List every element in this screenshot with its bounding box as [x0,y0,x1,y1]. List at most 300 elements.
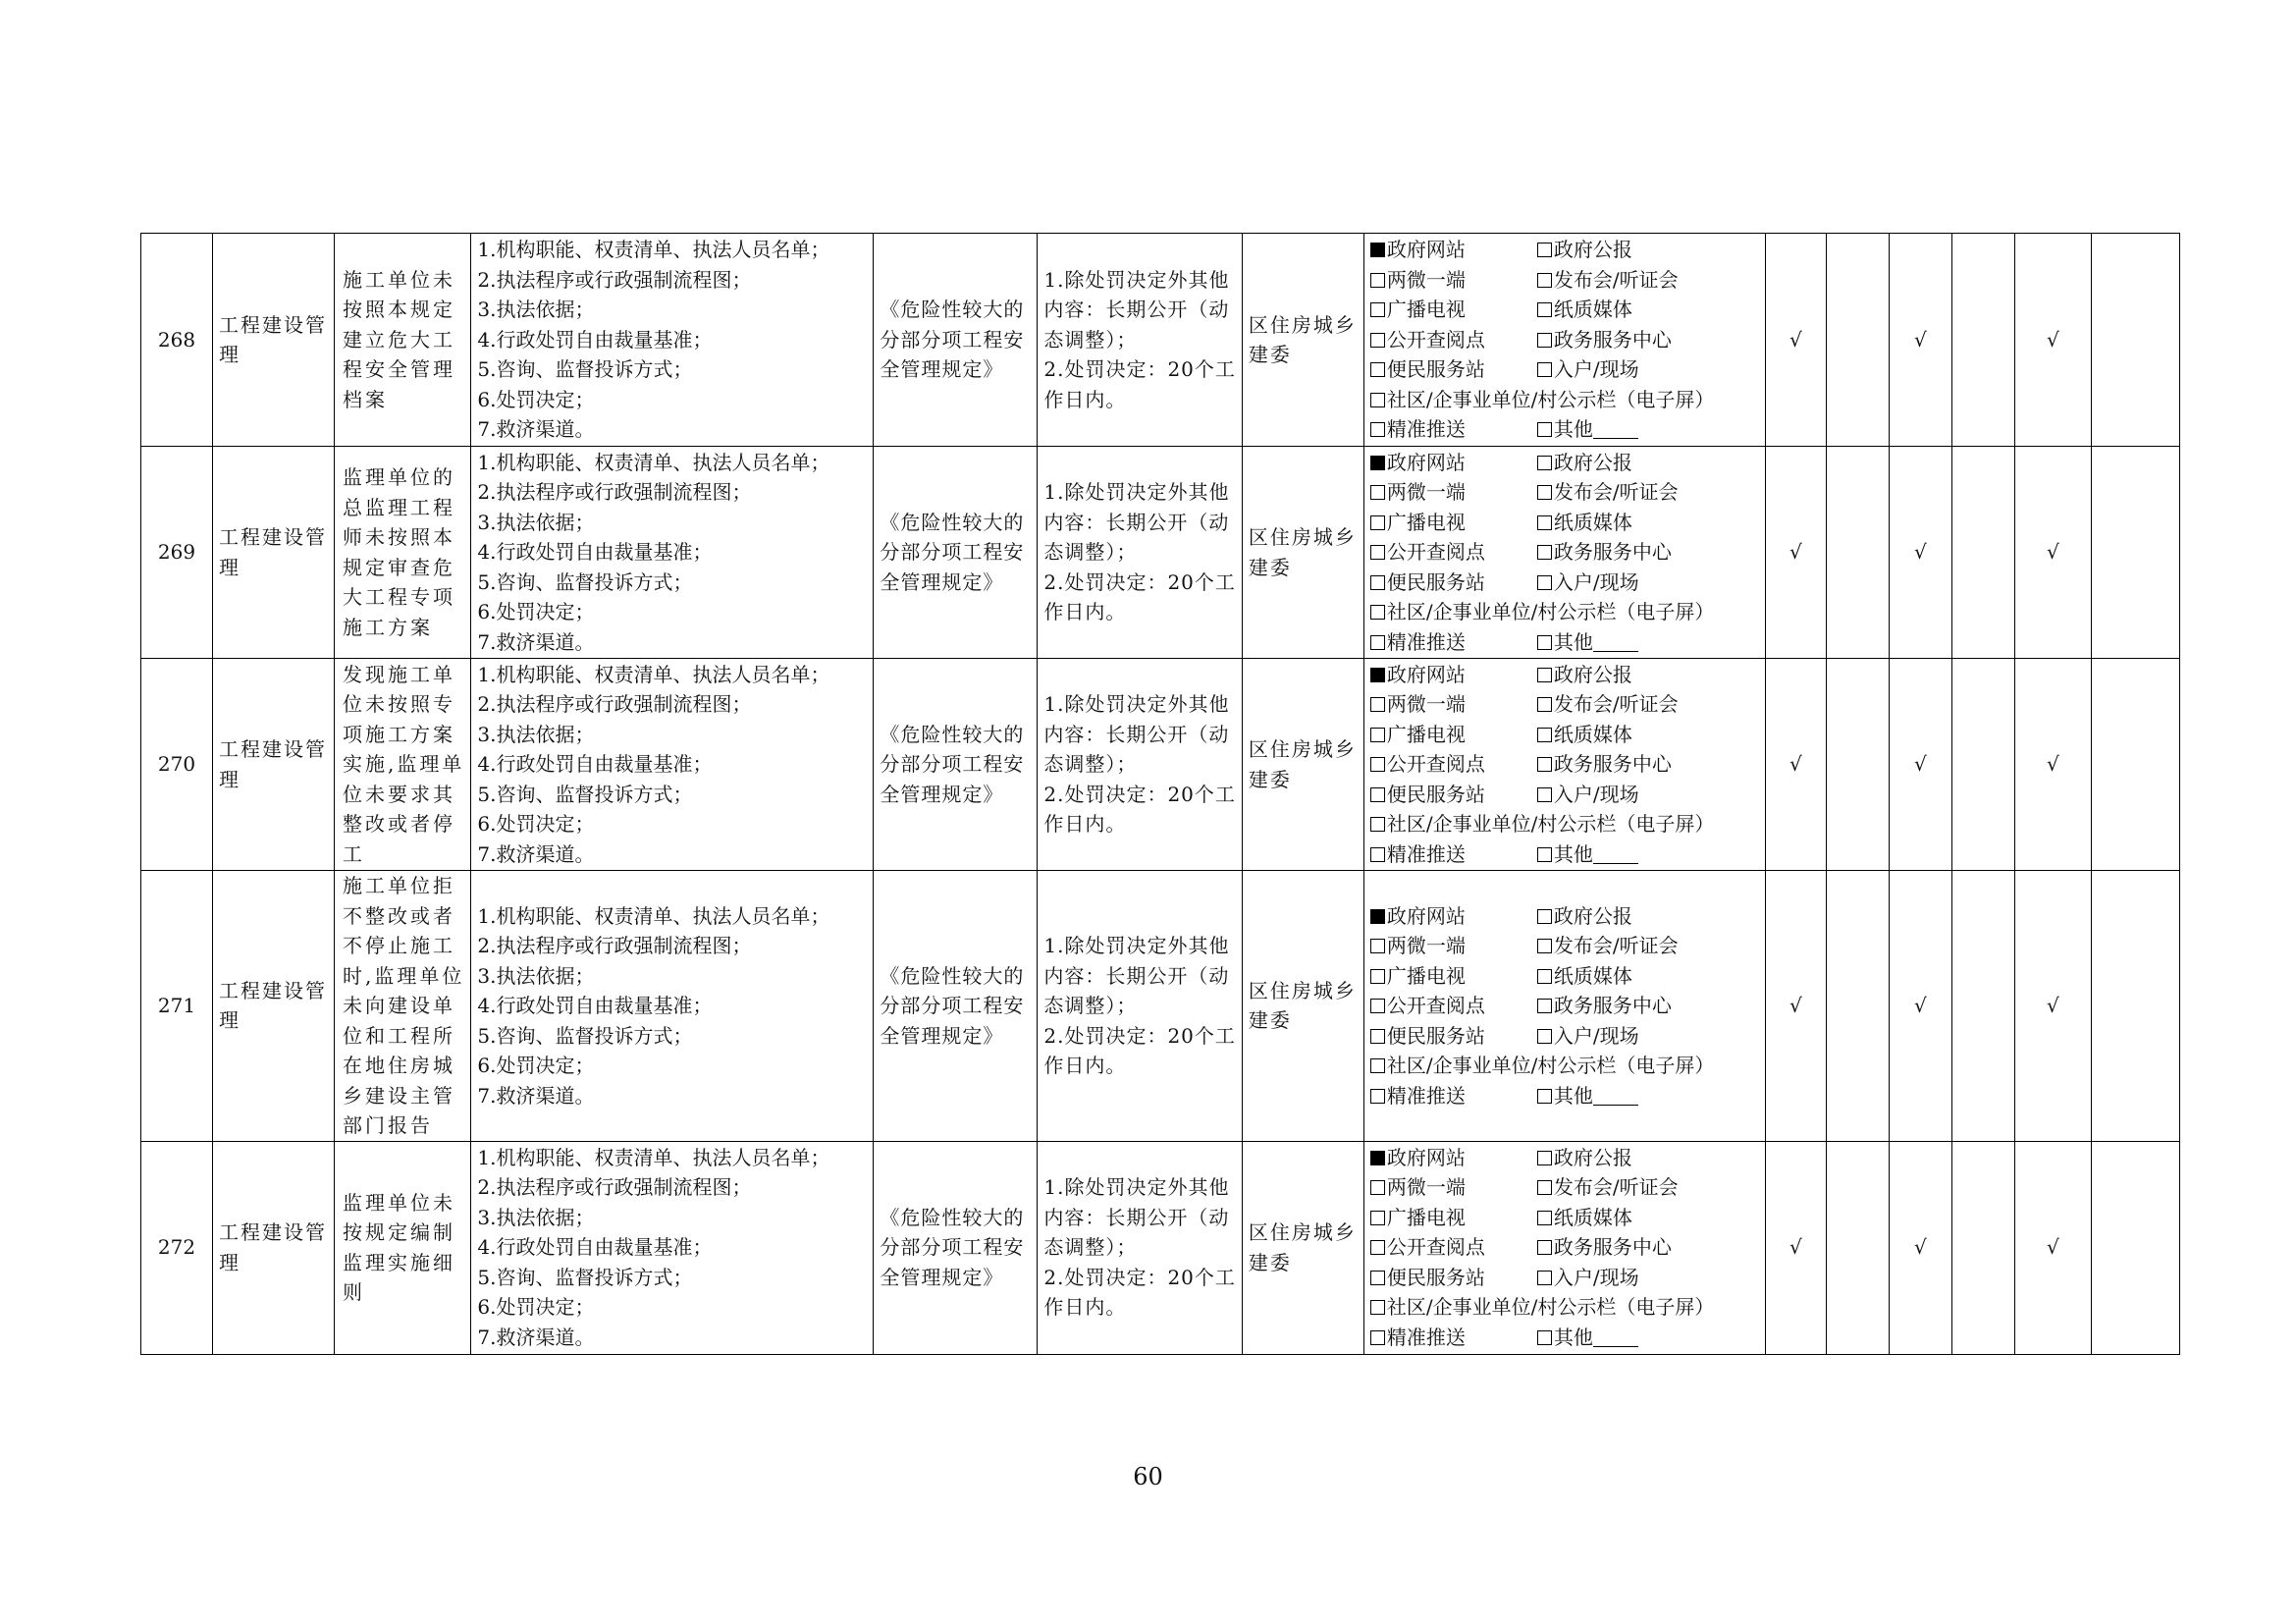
channels-cell [1363,659,1765,871]
channel-row [1370,537,1759,568]
channel-option [1370,663,1466,686]
check-mark: √ [2014,1141,2091,1354]
channel-label: 政府公报 [1553,238,1632,262]
channel-option [1370,298,1466,321]
check-mark: √ [1765,234,1826,447]
item-text-line: 按照本规定 [343,298,455,322]
channel-label: 政府公报 [1553,1145,1632,1169]
empty-cell [1951,871,2014,1142]
channel-label: 广播电视 [1386,298,1466,322]
channel-option [1537,1206,1632,1229]
disclosure-content-cell [471,1141,874,1354]
content-line: 3.执法依据； [477,510,595,534]
channel-row [1370,1263,1759,1293]
period-text-line: 1.除处罚决定外其他 [1043,934,1230,957]
channel-label: 政务服务中心 [1553,1235,1672,1260]
channel-label: 两微一端 [1386,480,1466,505]
department-text-line: 区住房城乡 [1248,1220,1357,1244]
category-cell [213,871,335,1142]
category-cell [213,1141,335,1354]
content-line: 4.行政处罚自由裁量基准； [477,752,713,777]
item-text-line: 则 [343,1280,365,1304]
channel-label: 政府公报 [1553,662,1632,686]
channel-label: 两微一端 [1386,692,1466,717]
period-text-line: 2.处罚决定：20个工 [1043,1265,1236,1289]
channel-label: 政务服务中心 [1553,540,1672,565]
department-text-line: 建委 [1248,767,1292,791]
channel-row [1370,1143,1759,1173]
table-row [141,447,2180,659]
channel-option [1537,417,1638,441]
period-cell [1038,447,1243,659]
channel-option [1537,357,1639,381]
period-text-line: 态调整）； [1043,327,1138,352]
channel-label: 公开查阅点 [1386,540,1485,565]
channel-label: 其他 [1553,1325,1593,1349]
item-text-line: 在地住房城 [343,1054,455,1077]
category-text: 工程建设管理 [219,312,327,366]
channel-label: 纸质媒体 [1553,298,1632,322]
channel-label: 发布会/听证会 [1553,1175,1679,1200]
item-text-line: 不停止施工 [343,934,455,957]
content-line: 1.机构职能、权责清单、执法人员名单； [477,1145,830,1169]
category-text: 工程建设管理 [219,1220,327,1274]
checkbox-icon [1537,668,1552,682]
channel-label: 政府网站 [1386,903,1466,928]
department-text-line: 区住房城乡 [1248,312,1357,337]
period-cell [1038,659,1243,871]
checkbox-icon [1537,545,1552,560]
basis-text-line: 全管理规定》 [880,782,1004,806]
channel-label: 政务服务中心 [1553,994,1672,1017]
checkbox-icon [1537,757,1552,772]
fill-in-blank [1593,1087,1638,1106]
channel-row [1370,1323,1759,1353]
channel-row [1370,1081,1759,1111]
channels-cell [1363,871,1765,1142]
item-text-line: 位未按照专 [343,692,455,717]
empty-cell [1951,1141,2014,1354]
channel-label: 便民服务站 [1386,569,1485,594]
channel-option [1537,1146,1632,1169]
channel-option [1537,480,1679,504]
channel-label: 其他 [1553,841,1593,866]
basis-text-line: 《危险性较大的 [880,722,1025,746]
empty-cell [1826,659,1889,871]
department-text-line: 建委 [1248,555,1292,579]
channel-row [1370,568,1759,598]
empty-cell [2091,659,2179,871]
category-text: 工程建设管理 [219,737,327,791]
channel-label: 入户/现场 [1553,1023,1639,1048]
fill-in-blank [1593,633,1638,652]
channel-label: 精准推送 [1386,417,1466,442]
fill-in-blank [1593,1328,1638,1347]
period-text-line: 态调整）； [1043,752,1138,777]
channel-row [1370,265,1759,296]
check-mark: √ [1889,234,1951,447]
content-line: 5.咨询、监督投诉方式； [477,357,693,382]
check-mark: √ [2014,234,2091,447]
checkbox-icon [1370,545,1385,560]
channel-option [1370,357,1485,381]
page-number: 60 [1133,1463,1163,1490]
empty-cell [2091,234,2179,447]
basis-text-line: 《危险性较大的 [880,1205,1025,1229]
checkbox-icon [1370,273,1385,288]
disclosure-item-cell [335,871,471,1142]
channel-row [1370,901,1759,932]
item-text-line: 建立危大工 [343,327,455,352]
checkbox-icon [1537,939,1552,953]
content-line: 1.机构职能、权责清单、执法人员名单； [477,238,830,262]
checkbox-icon [1370,393,1385,407]
checkbox-icon [1370,302,1385,317]
channel-option [1370,570,1485,594]
row-number: 269 [141,447,213,659]
check-mark: √ [1765,659,1826,871]
content-line: 2.执法程序或行政强制流程图； [477,692,752,717]
channel-option [1537,1266,1639,1289]
channel-row [1370,448,1759,478]
content-line: 4.行政处罚自由裁量基准； [477,994,713,1017]
channel-label: 纸质媒体 [1553,510,1632,534]
channel-label: 入户/现场 [1553,782,1639,806]
period-text-line: 2.处罚决定：20个工 [1043,1023,1236,1048]
item-text-line: 实施,监理单 [343,752,465,777]
channel-label: 政府网站 [1386,238,1466,262]
checkbox-icon [1370,757,1385,772]
item-text-line: 总监理工程 [343,495,455,519]
channel-option [1370,752,1485,776]
checkbox-icon [1537,1211,1552,1225]
content-line: 1.机构职能、权责清单、执法人员名单； [477,903,830,928]
channel-option [1370,388,1714,411]
checkbox-icon [1370,635,1385,650]
category-cell [213,659,335,871]
item-text-line: 不整改或者 [343,903,455,928]
period-text-line: 2.处罚决定：20个工 [1043,569,1236,594]
empty-cell [2091,1141,2179,1354]
item-text-line: 大工程专项 [343,585,455,609]
department-cell [1242,659,1363,871]
content-line: 5.咨询、监督投诉方式； [477,1265,693,1289]
content-line: 4.行政处罚自由裁量基准； [477,327,713,352]
channel-option [1537,842,1638,866]
department-text-line: 区住房城乡 [1248,737,1357,761]
basis-text-line: 分部分项工程安 [880,540,1025,565]
content-line: 7.救济渠道。 [477,417,595,442]
period-text-line: 1.除处罚决定外其他 [1043,267,1230,292]
category-cell [213,234,335,447]
channel-row [1370,295,1759,325]
check-mark: √ [2014,871,2091,1142]
period-text-line: 作日内。 [1043,1054,1127,1077]
channel-label: 精准推送 [1386,629,1466,654]
item-text-line: 监理单位的 [343,465,455,489]
period-text-line: 作日内。 [1043,812,1127,837]
channel-label: 纸质媒体 [1553,1205,1632,1229]
checkbox-icon [1537,635,1552,650]
checkbox-icon [1537,1089,1552,1104]
channel-option [1537,511,1632,534]
checkbox-icon [1370,1300,1385,1315]
checkbox-icon [1537,847,1552,862]
channel-label: 广播电视 [1386,510,1466,534]
checked-box-icon [1370,456,1385,470]
department-cell [1242,1141,1363,1354]
checkbox-icon [1537,515,1552,530]
department-text-line: 建委 [1248,1250,1292,1274]
channel-label: 发布会/听证会 [1553,480,1679,505]
period-text-line: 态调整）； [1043,1235,1138,1260]
channel-label: 便民服务站 [1386,357,1485,382]
checkbox-icon [1370,1271,1385,1285]
item-text-line: 位未要求其 [343,782,455,806]
channel-label: 入户/现场 [1553,357,1639,382]
checkbox-icon [1370,1240,1385,1255]
checkbox-icon [1370,515,1385,530]
item-text-line: 施工单位拒 [343,874,455,897]
channel-label: 发布会/听证会 [1553,692,1679,717]
channel-row [1370,1021,1759,1052]
basis-cell [874,1141,1038,1354]
item-text-line: 施工单位未 [343,267,455,292]
channel-label: 公开查阅点 [1386,327,1485,352]
checkbox-icon [1370,1211,1385,1225]
channel-label: 政府网站 [1386,1145,1466,1169]
item-text-line: 档案 [343,387,388,411]
check-mark: √ [1889,447,1951,659]
period-text-line: 内容：长期公开（动 [1043,963,1230,988]
basis-cell [874,659,1038,871]
channel-option [1370,1084,1466,1108]
channel-label: 社区/企事业单位/村公示栏（电子屏） [1386,812,1715,837]
period-cell [1038,234,1243,447]
content-line: 6.处罚决定； [477,1295,595,1320]
channel-option [1370,238,1466,261]
basis-text-line: 全管理规定》 [880,569,1004,594]
checkbox-icon [1370,697,1385,712]
checkbox-icon [1370,1089,1385,1104]
checkbox-icon [1370,969,1385,984]
channel-label: 发布会/听证会 [1553,934,1679,957]
content-line: 7.救济渠道。 [477,629,595,654]
channel-row [1370,1232,1759,1263]
channel-label: 精准推送 [1386,1325,1466,1349]
checkbox-icon [1370,1180,1385,1195]
period-text-line: 1.除处罚决定外其他 [1043,480,1230,505]
channel-row [1370,477,1759,508]
item-text-line: 工 [343,841,365,866]
period-text-line: 2.处罚决定：20个工 [1043,357,1236,382]
channel-option [1370,1024,1485,1048]
disclosure-content-cell [471,659,874,871]
channel-option [1370,540,1485,564]
channel-row [1370,991,1759,1021]
check-mark: √ [1889,871,1951,1142]
channel-option [1537,328,1672,352]
channel-option [1370,1266,1485,1289]
row-number: 268 [141,234,213,447]
item-text-line: 按规定编制 [343,1220,455,1244]
period-text-line: 2.处罚决定：20个工 [1043,782,1236,806]
period-text-line: 内容：长期公开（动 [1043,1205,1230,1229]
table-row [141,1141,2180,1354]
content-line: 2.执法程序或行政强制流程图； [477,1175,752,1200]
channel-option [1537,451,1632,474]
checkbox-icon [1537,456,1552,470]
disclosure-item-cell [335,659,471,871]
channel-option [1370,1206,1466,1229]
channel-option [1537,934,1679,957]
channels-cell [1363,234,1765,447]
channel-label: 两微一端 [1386,267,1466,292]
checkbox-icon [1370,847,1385,862]
channel-row [1370,720,1759,750]
row-number: 272 [141,1141,213,1354]
checkbox-icon [1537,1029,1552,1044]
channel-option [1537,540,1672,564]
content-line: 5.咨询、监督投诉方式； [477,1023,693,1048]
check-mark: √ [1889,659,1951,871]
item-text-line: 规定审查危 [343,555,455,579]
basis-cell [874,447,1038,659]
channel-label: 社区/企事业单位/村公示栏（电子屏） [1386,387,1715,411]
item-text-line: 监理单位未 [343,1190,455,1215]
channel-option [1370,451,1466,474]
checked-box-icon [1370,668,1385,682]
check-mark: √ [1765,871,1826,1142]
checkbox-icon [1537,302,1552,317]
check-mark: √ [1765,447,1826,659]
channel-label: 公开查阅点 [1386,1235,1485,1260]
channel-row [1370,749,1759,780]
period-text-line: 作日内。 [1043,1295,1127,1320]
department-text-line: 区住房城乡 [1248,525,1357,549]
channel-row [1370,1172,1759,1203]
channel-option [1537,783,1639,806]
checkbox-icon [1370,1058,1385,1073]
channel-label: 精准推送 [1386,1083,1466,1108]
channel-option [1537,238,1632,261]
item-text-line: 整改或者停 [343,812,455,837]
checkbox-icon [1370,1330,1385,1345]
content-line: 7.救济渠道。 [477,841,595,866]
period-text-line: 态调整）； [1043,994,1138,1017]
empty-cell [1826,871,1889,1142]
channel-option [1537,630,1638,654]
channel-row [1370,1203,1759,1233]
channel-label: 广播电视 [1386,1205,1466,1229]
channel-row [1370,354,1759,385]
content-line: 3.执法依据； [477,298,595,322]
checkbox-icon [1370,485,1385,500]
channel-option [1370,417,1466,441]
channel-label: 其他 [1553,417,1593,442]
channel-option [1370,630,1466,654]
checkbox-icon [1370,999,1385,1013]
checkbox-icon [1537,243,1552,257]
content-line: 2.执法程序或行政强制流程图； [477,480,752,505]
department-text-line: 建委 [1248,343,1292,366]
content-line: 3.执法依据； [477,722,595,746]
check-mark: √ [1889,1141,1951,1354]
disclosure-item-cell [335,234,471,447]
disclosure-content-cell [471,234,874,447]
channel-option [1370,904,1466,928]
channel-label: 政务服务中心 [1553,327,1672,352]
channel-option [1370,600,1714,623]
checkbox-icon [1537,273,1552,288]
checkbox-icon [1537,728,1552,742]
channel-row [1370,235,1759,265]
channel-option [1370,480,1466,504]
channel-row [1370,325,1759,355]
checkbox-icon [1537,485,1552,500]
content-line: 6.处罚决定； [477,812,595,837]
channel-label: 便民服务站 [1386,782,1485,806]
category-text: 工程建设管理 [219,978,327,1033]
channel-row [1370,961,1759,992]
period-text-line: 1.除处罚决定外其他 [1043,692,1230,717]
item-text-line: 发现施工单 [343,662,455,686]
channels-cell [1363,1141,1765,1354]
item-text-line: 时,监理单位 [343,963,465,988]
period-text-line: 内容：长期公开（动 [1043,298,1230,322]
channel-label: 纸质媒体 [1553,722,1632,746]
channel-label: 广播电视 [1386,722,1466,746]
channel-row [1370,689,1759,720]
empty-cell [1826,234,1889,447]
period-cell [1038,1141,1243,1354]
content-line: 6.处罚决定； [477,600,595,624]
content-line: 3.执法依据； [477,963,595,988]
checkbox-icon [1370,939,1385,953]
channel-option [1537,994,1672,1017]
table-row [141,234,2180,447]
channel-row [1370,931,1759,961]
checkbox-icon [1370,362,1385,377]
department-text-line: 建委 [1248,1008,1292,1033]
channel-label: 其他 [1553,629,1593,654]
channel-option [1370,692,1466,716]
check-mark: √ [2014,447,2091,659]
table-row [141,871,2180,1142]
checkbox-icon [1370,575,1385,590]
period-text-line: 内容：长期公开（动 [1043,510,1230,534]
period-text-line: 作日内。 [1043,387,1127,411]
checkbox-icon [1537,1330,1552,1345]
item-text-line: 程安全管理 [343,357,455,382]
basis-text-line: 《危险性较大的 [880,510,1025,534]
row-number: 271 [141,871,213,1142]
period-text-line: 内容：长期公开（动 [1043,722,1230,746]
channel-label: 入户/现场 [1553,1265,1639,1289]
channel-option [1537,1084,1638,1108]
checkbox-icon [1370,1029,1385,1044]
channel-label: 两微一端 [1386,934,1466,957]
checkbox-icon [1537,909,1552,924]
empty-cell [2091,871,2179,1142]
channel-option [1370,1295,1714,1319]
channel-option [1537,904,1632,928]
fill-in-blank [1593,845,1638,864]
empty-cell [1826,447,1889,659]
channel-row [1370,508,1759,538]
channel-label: 便民服务站 [1386,1265,1485,1289]
channel-row [1370,660,1759,690]
